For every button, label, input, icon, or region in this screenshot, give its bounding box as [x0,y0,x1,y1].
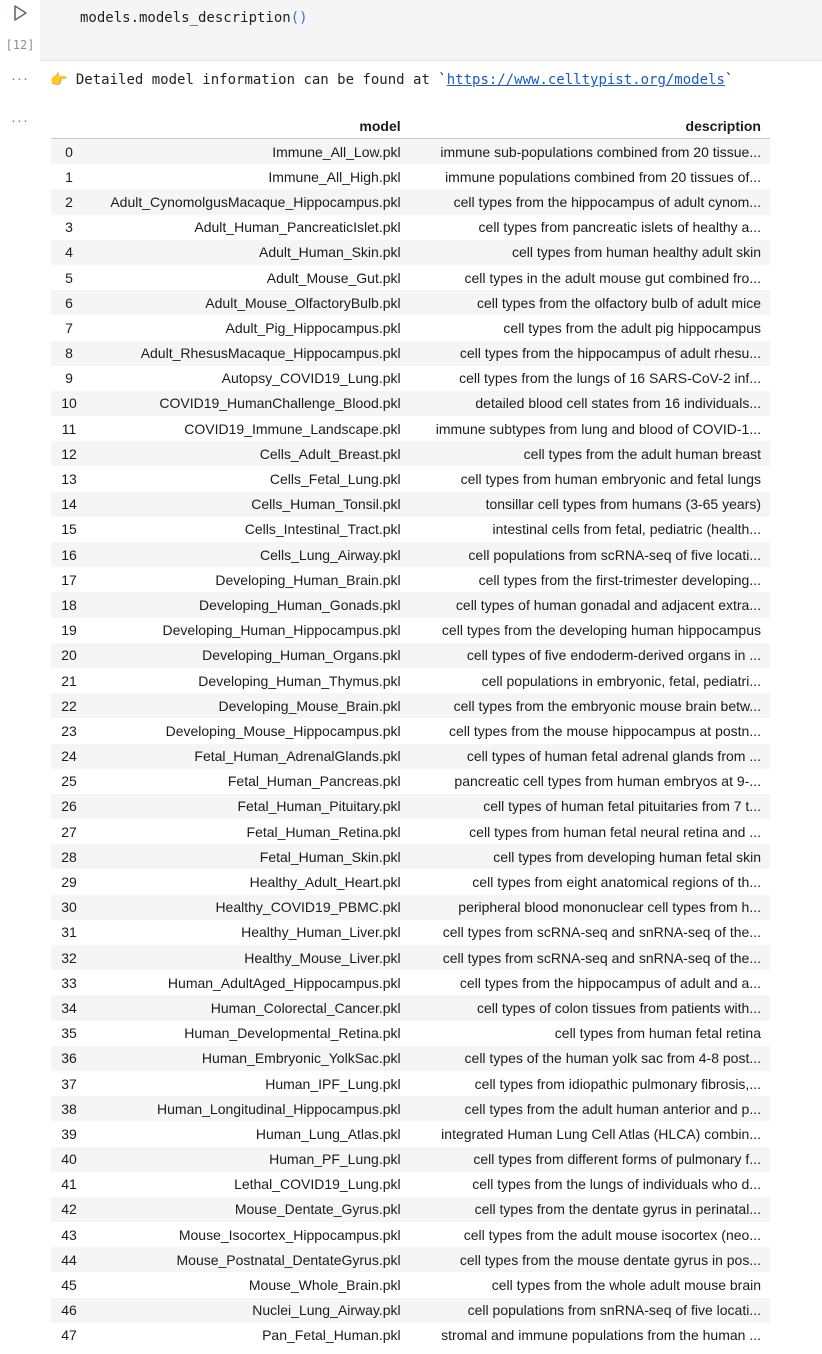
description-cell: cell types from the hippocampus of adult and a... [459,974,761,991]
description-cell: cell types from the adult human anterior and p... [464,1100,761,1117]
model-cell: Developing_Mouse_Brain.pkl [218,697,401,714]
model-cell: Autopsy_COVID19_Lung.pkl [221,370,401,387]
row-index: 32 [61,949,77,966]
column-header-model: model [87,113,410,139]
table-row [51,1272,770,1297]
table-row [51,920,770,945]
code-cell[interactable] [40,0,822,61]
table-row [51,1071,770,1096]
model-cell: COVID19_HumanChallenge_Blood.pkl [159,395,401,412]
models-link[interactable]: https://www.celltypist.org/models [446,72,725,88]
description-cell: cell populations from snRNA-seq of five locati... [467,1302,761,1319]
description-cell: cell types from the mouse hippocampus at postn... [448,722,761,739]
table-body [51,139,770,1349]
description-cell: cell types from the hippocampus of adult rhesu... [459,345,761,362]
description-cell: cell types from the embryonic mouse brain betw... [453,697,761,714]
output-menu-icon-2[interactable]: ··· [11,112,29,129]
table-row [51,265,770,290]
output-menu-icon[interactable]: ··· [11,70,29,87]
table-row [51,995,770,1020]
row-index: 31 [61,924,77,941]
model-cell: Cells_Fetal_Lung.pkl [269,471,401,488]
table-row [51,744,770,769]
table-row [51,215,770,240]
description-cell: cell types of human fetal adrenal glands from ... [466,748,761,765]
table-row [51,139,770,165]
row-index: 43 [61,1226,77,1243]
description-cell: cell types from human fetal neural retina and ... [469,823,761,840]
model-cell: Cells_Intestinal_Tract.pkl [244,521,401,538]
description-cell: pancreatic cell types from human embryos at 9-... [454,773,761,790]
description-cell: cell populations in embryonic, fetal, pediatri... [481,672,761,689]
code-editor[interactable] [80,10,308,26]
row-index: 16 [61,546,77,563]
model-cell: Developing_Human_Hippocampus.pkl [162,622,401,639]
model-cell: Developing_Human_Thymus.pkl [198,672,401,689]
model-cell: Fetal_Human_Pancreas.pkl [227,773,401,790]
row-index: 22 [61,697,77,714]
description-cell: immune subtypes from lung and blood of COVID-1... [435,420,761,437]
row-index: 33 [61,974,77,991]
table-row [51,618,770,643]
row-index: 20 [61,647,77,664]
description-cell: stromal and immune populations from the human ... [441,1327,761,1344]
row-index: 36 [61,1050,77,1067]
table-row [51,1222,770,1247]
table-row [51,693,770,718]
description-cell: cell types from the mouse dentate gyrus in pos... [459,1251,761,1268]
model-cell: Human_Colorectal_Cancer.pkl [210,999,401,1016]
description-cell: peripheral blood mononuclear cell types from h... [458,899,761,916]
model-cell: Cells_Human_Tonsil.pkl [251,496,401,513]
description-cell: immune sub-populations combined from 20 tissue... [440,143,761,160]
row-index: 7 [65,319,73,336]
table-row [51,819,770,844]
model-cell: Fetal_Human_AdrenalGlands.pkl [194,748,401,765]
model-cell: Mouse_Whole_Brain.pkl [248,1277,401,1294]
table-row [51,1247,770,1272]
description-cell: cell types from the hippocampus of adult cynom... [453,193,761,210]
row-index: 0 [65,143,73,160]
table-row [51,1323,770,1348]
description-cell: cell types from human embryonic and fetal lungs [460,471,761,488]
description-cell: cell types from human fetal retina [554,1025,761,1042]
row-index: 34 [61,999,77,1016]
model-cell: Adult_Mouse_Gut.pkl [266,269,401,286]
model-cell: Mouse_Isocortex_Hippocampus.pkl [178,1226,401,1243]
table-row [51,1298,770,1323]
description-cell: cell types of human gonadal and adjacent extra... [455,596,761,613]
table-row [51,643,770,668]
table-row [51,668,770,693]
table-row [51,517,770,542]
code-parens: () [290,10,308,26]
row-index: 8 [65,345,73,362]
description-cell: cell types of colon tissues from patients with... [476,999,761,1016]
description-cell: cell types from the adult human breast [523,445,761,462]
pointing-hand-icon: 👉 [50,72,68,88]
table-row [51,366,770,391]
row-index: 19 [61,622,77,639]
table-row [51,441,770,466]
table-row [51,970,770,995]
row-index: 21 [61,672,77,689]
table-row [51,466,770,491]
row-index: 27 [61,823,77,840]
table-row [51,945,770,970]
table-row [51,492,770,517]
model-cell: Nuclei_Lung_Airway.pkl [252,1302,401,1319]
table-row [51,1121,770,1146]
row-index: 40 [61,1151,77,1168]
description-cell: cell types from the whole adult mouse brain [491,1277,761,1294]
model-cell: Adult_Human_PancreaticIslet.pkl [194,219,401,236]
row-index: 3 [65,219,73,236]
model-cell: Cells_Lung_Airway.pkl [260,546,401,563]
row-index: 2 [65,193,73,210]
execution-count: [12] [5,38,35,52]
table-row [51,592,770,617]
description-cell: cell types from the developing human hippocampus [441,622,761,639]
table-row [51,341,770,366]
code-text: models.models_description [80,10,291,26]
model-cell: Fetal_Human_Skin.pkl [259,848,401,865]
output-message [50,72,733,88]
row-index: 30 [61,899,77,916]
model-cell: Pan_Fetal_Human.pkl [262,1327,401,1344]
model-cell: Healthy_Adult_Heart.pkl [249,874,401,891]
description-cell: cell types from scRNA-seq and snRNA-seq of the... [442,949,761,966]
table-row [51,1096,770,1121]
description-cell: tonsillar cell types from humans (3-65 years) [485,496,761,513]
model-cell: Human_Lung_Atlas.pkl [255,1125,401,1142]
row-index: 13 [61,471,77,488]
table-row [51,1172,770,1197]
row-index: 47 [61,1327,77,1344]
row-index: 29 [61,874,77,891]
table-row [51,1046,770,1071]
output-tail: ` [724,72,734,88]
row-index: 15 [61,521,77,538]
description-cell: cell types from eight anatomical regions of th... [472,874,761,891]
description-cell: cell types from developing human fetal skin [493,848,761,865]
model-cell: Mouse_Dentate_Gyrus.pkl [234,1201,401,1218]
table-row [51,794,770,819]
description-cell: integrated Human Lung Cell Atlas (HLCA) combin... [441,1125,761,1142]
model-cell: Immune_All_Low.pkl [272,143,401,160]
row-index: 9 [65,370,73,387]
row-index: 14 [61,496,77,513]
description-cell: cell types from the first-trimester developing... [478,571,761,588]
model-cell: Adult_Pig_Hippocampus.pkl [225,319,401,336]
table-row [51,1147,770,1172]
model-cell: Developing_Human_Organs.pkl [202,647,401,664]
description-cell: cell types from the adult pig hippocampus [503,319,761,336]
model-cell: Adult_RhesusMacaque_Hippocampus.pkl [140,345,401,362]
model-cell: Cells_Adult_Breast.pkl [259,445,401,462]
model-cell: Human_IPF_Lung.pkl [265,1075,401,1092]
table-row [51,315,770,340]
description-cell: cell populations from scRNA-seq of five locati... [468,546,761,563]
table-row [51,718,770,743]
cell-gutter [0,0,40,1354]
table-row [51,290,770,315]
description-cell: cell types from human healthy adult skin [511,244,761,261]
description-cell: cell types from the olfactory bulb of adult mice [476,294,761,311]
row-index: 11 [61,420,77,437]
row-index: 6 [65,294,73,311]
description-cell: cell types from the dentate gyrus in perinatal... [474,1201,761,1218]
model-cell: Healthy_COVID19_PBMC.pkl [215,899,401,916]
description-cell: cell types of five endoderm-derived organs in ... [466,647,761,664]
run-cell-icon[interactable] [11,4,29,22]
row-index: 24 [61,748,77,765]
model-cell: COVID19_Immune_Landscape.pkl [184,420,401,437]
model-cell: Immune_All_High.pkl [268,168,401,185]
model-cell: Human_Developmental_Retina.pkl [184,1025,401,1042]
row-index: 10 [61,395,77,412]
row-index: 42 [61,1201,77,1218]
row-index: 4 [65,244,73,261]
row-index: 25 [61,773,77,790]
description-cell: cell types from pancreatic islets of healthy a... [478,219,761,236]
table-row [51,240,770,265]
row-index: 12 [61,445,77,462]
model-cell: Adult_Human_Skin.pkl [258,244,401,261]
row-index: 46 [61,1302,77,1319]
column-header-description: description [410,113,770,139]
row-index: 39 [61,1125,77,1142]
row-index: 37 [61,1075,77,1092]
row-index: 1 [65,168,73,185]
table-header-row [51,113,770,139]
row-index: 35 [61,1025,77,1042]
model-cell: Lethal_COVID19_Lung.pkl [234,1176,401,1193]
description-cell: cell types in the adult mouse gut combined fro... [464,269,761,286]
model-cell: Human_Longitudinal_Hippocampus.pkl [157,1100,401,1117]
description-cell: cell types from different forms of pulmonary f... [473,1151,761,1168]
table-row [51,844,770,869]
model-cell: Developing_Human_Brain.pkl [215,571,401,588]
model-cell: Human_PF_Lung.pkl [269,1151,401,1168]
table-row [51,189,770,214]
description-cell: detailed blood cell states from 16 individuals... [475,395,761,412]
models-table [51,113,770,1348]
row-index: 18 [61,596,77,613]
table-row [51,391,770,416]
model-cell: Developing_Mouse_Hippocampus.pkl [165,722,401,739]
table-row [51,769,770,794]
table-row [51,567,770,592]
table-row [51,1197,770,1222]
row-index: 38 [61,1100,77,1117]
row-index: 23 [61,722,77,739]
table-row [51,164,770,189]
description-cell: cell types of the human yolk sac from 4-8 post... [464,1050,761,1067]
table-row [51,416,770,441]
row-index: 26 [61,798,77,815]
index-header [51,113,87,139]
description-cell: cell types of human fetal pituitaries from 7 t... [483,798,761,815]
table-row [51,542,770,567]
row-index: 45 [61,1277,77,1294]
table-row [51,1021,770,1046]
model-cell: Mouse_Postnatal_DentateGyrus.pkl [176,1251,401,1268]
description-cell: cell types from the adult mouse isocortex (neo... [463,1226,761,1243]
model-cell: Adult_CynomolgusMacaque_Hippocampus.pkl [110,193,401,210]
table-row [51,895,770,920]
output-text: Detailed model information can be found at ` [67,72,447,88]
description-cell: cell types from the lungs of individuals who d... [472,1176,761,1193]
model-cell: Human_AdultAged_Hippocampus.pkl [167,974,401,991]
row-index: 5 [65,269,73,286]
description-cell: cell types from idiopathic pulmonary fibrosis,... [474,1075,761,1092]
row-index: 17 [61,571,77,588]
description-cell: cell types from the lungs of 16 SARS-CoV-2 inf... [459,370,761,387]
description-cell: cell types from scRNA-seq and snRNA-seq of the... [442,924,761,941]
row-index: 41 [61,1176,77,1193]
model-cell: Human_Embryonic_YolkSac.pkl [201,1050,401,1067]
model-cell: Fetal_Human_Pituitary.pkl [237,798,401,815]
model-cell: Healthy_Mouse_Liver.pkl [244,949,401,966]
table-row [51,869,770,894]
model-cell: Developing_Human_Gonads.pkl [199,596,401,613]
row-index: 28 [61,848,77,865]
description-cell: intestinal cells from fetal, pediatric (health... [492,521,761,538]
row-index: 44 [61,1251,77,1268]
model-cell: Fetal_Human_Retina.pkl [246,823,401,840]
description-cell: immune populations combined from 20 tissues of... [445,168,761,185]
model-cell: Healthy_Human_Liver.pkl [241,924,401,941]
model-cell: Adult_Mouse_OlfactoryBulb.pkl [205,294,401,311]
